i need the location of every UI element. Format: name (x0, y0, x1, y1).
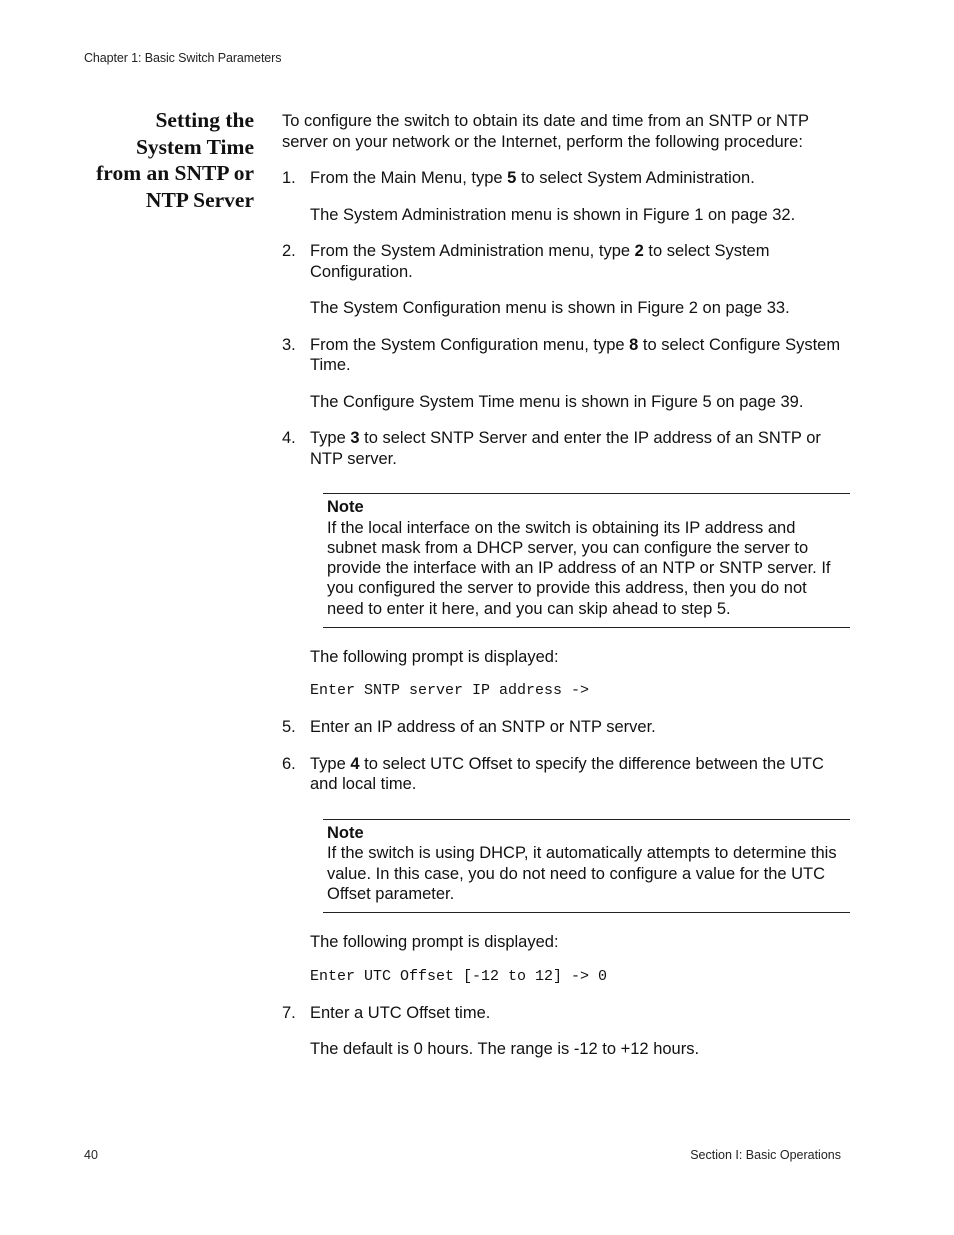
procedure-steps (282, 168, 847, 1060)
note-title: Note (327, 498, 364, 516)
prompt-label: The following prompt is displayed: (310, 647, 559, 666)
key-value: 2 (634, 242, 644, 260)
step-number: 4. (282, 429, 296, 447)
step-number: 2. (282, 242, 296, 260)
step-instruction: Enter an IP address of an SNTP or NTP server. (310, 718, 656, 737)
step-item (282, 335, 847, 413)
step-item (282, 428, 847, 701)
section-heading-line: NTP Server (145, 187, 254, 212)
step-number: 5. (282, 718, 296, 737)
step-item (282, 1003, 847, 1060)
note-title: Note (327, 823, 364, 842)
page-number: 40 (84, 1148, 98, 1162)
step-note-paragraph: The Configure System Time menu is shown in Figure 5 on page 39. (310, 392, 804, 411)
note-box (323, 819, 850, 913)
key-value: 4 (350, 754, 360, 773)
step-item (282, 754, 847, 987)
section-heading-line: from an SNTP or (96, 161, 254, 185)
section-heading-line: System Time (135, 134, 254, 159)
step-item (282, 241, 847, 319)
prompt-code: Enter UTC Offset [-12 to 12] -> 0 (310, 967, 608, 985)
body-text (282, 111, 847, 1076)
step-instruction: From the Main Menu, type 5 to select System Administration. (310, 169, 755, 187)
prompt-label: The following prompt is displayed: (310, 933, 559, 952)
step-item (282, 717, 847, 738)
step-instruction: Type 4 to select UTC Offset to specify the difference between the UTC and local time. (310, 754, 824, 794)
step-note-paragraph: The System Configuration menu is shown in Figure 2 on page 33. (310, 299, 790, 317)
key-value: 8 (629, 335, 639, 354)
step-instruction: From the System Configuration menu, type 8 to select Configure System Time. (310, 335, 841, 374)
step-instruction: Enter a UTC Offset time. (310, 1003, 491, 1022)
step-number: 6. (282, 754, 296, 773)
step-instruction: From the System Administration menu, type 2 to select System Configuration. (310, 242, 770, 281)
running-header: Chapter 1: Basic Switch Parameters (84, 51, 282, 65)
section-heading (60, 107, 254, 213)
step-number: 1. (282, 169, 296, 187)
step-note-paragraph: The default is 0 hours. The range is -12 to +12 hours. (310, 1040, 700, 1059)
intro-paragraph: To configure the switch to obtain its date and time from an SNTP or NTP server on your network or the Internet, perform the following procedure: (282, 112, 809, 151)
prompt-code: Enter SNTP server IP address -> (310, 682, 590, 700)
step-number: 3. (282, 335, 296, 354)
running-footer: Section I: Basic Operations (690, 1148, 841, 1162)
section-heading-line: Setting the (155, 108, 254, 132)
step-number: 7. (282, 1003, 296, 1022)
note-box (323, 493, 850, 628)
key-value: 3 (350, 429, 360, 447)
note-text: If the switch is using DHCP, it automatically attempts to determine this value. In this case, you do not need to configure a value for the UTC Offset parameter. (327, 844, 837, 904)
step-note-paragraph: The System Administration menu is shown in Figure 1 on page 32. (310, 205, 796, 224)
step-item (282, 168, 847, 225)
note-text: If the local interface on the switch is obtaining its IP address and subnet mask from a DHCP server, you can configure the server to provide the interface with an IP address of an NTP or SNTP server. If you configured the server to provide this address, then you do not need to enter it here, and you can skip ahead to step 5. (327, 518, 831, 618)
key-value: 5 (507, 169, 517, 187)
step-instruction: Type 3 to select SNTP Server and enter the IP address of an SNTP or NTP server. (310, 429, 821, 468)
